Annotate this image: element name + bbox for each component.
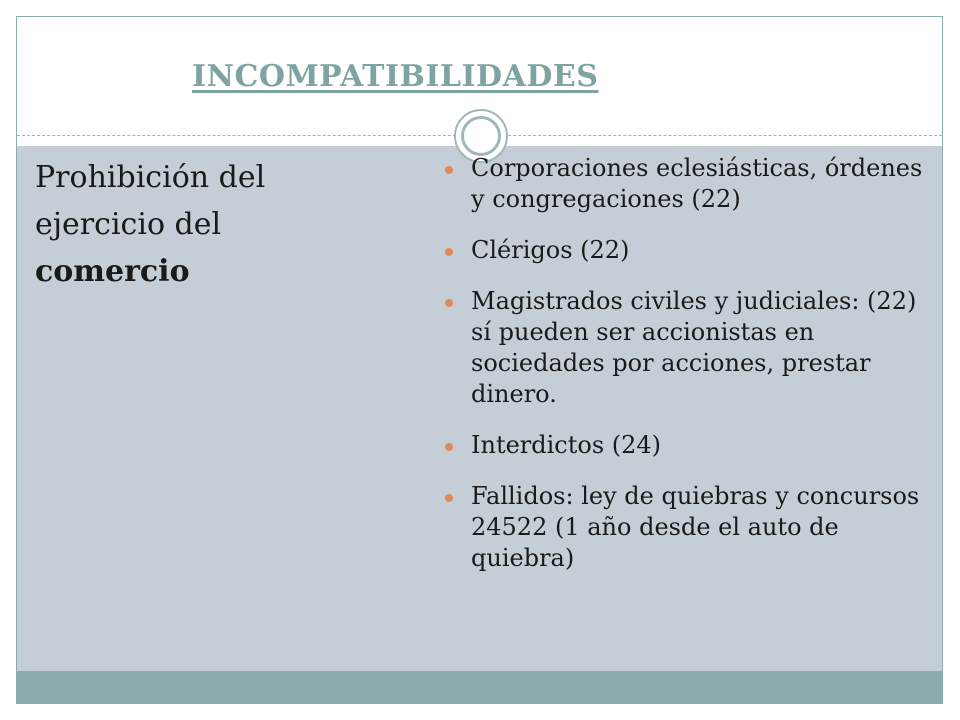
- left-heading-line-2: ejercicio del: [35, 207, 222, 242]
- left-heading: [35, 154, 335, 295]
- bullet-dot-icon: [445, 166, 453, 174]
- list-item-text: Fallidos: ley de quiebras y concursos 24522 (1 año desde el auto de quiebra): [471, 482, 920, 572]
- list-item: [445, 286, 925, 410]
- slide: [16, 16, 943, 704]
- list-item-text: Clérigos (22): [471, 236, 630, 264]
- list-item-text: Corporaciones eclesiásticas, órdenes y congregaciones (22): [471, 154, 923, 213]
- slide-title: INCOMPATIBILIDADES: [192, 59, 599, 94]
- bullet-dot-icon: [445, 248, 453, 256]
- list-item: [445, 235, 925, 266]
- bullet-dot-icon: [445, 299, 453, 307]
- bullet-dot-icon: [445, 443, 453, 451]
- bullet-list: [445, 153, 925, 594]
- left-heading-line-1: Prohibición del: [35, 160, 266, 195]
- list-item: [445, 481, 925, 574]
- bullet-dot-icon: [445, 494, 453, 502]
- list-item: [445, 430, 925, 461]
- list-item: [445, 153, 925, 215]
- list-item-text: Interdictos (24): [471, 431, 662, 459]
- list-item-text: Magistrados civiles y judiciales: (22) sí pueden ser accionistas en sociedades por acciones, prestar dinero.: [471, 287, 917, 408]
- left-heading-line-3: comercio: [35, 254, 190, 289]
- footer-bar: [17, 671, 942, 704]
- ring-ornament-inner: [461, 116, 501, 156]
